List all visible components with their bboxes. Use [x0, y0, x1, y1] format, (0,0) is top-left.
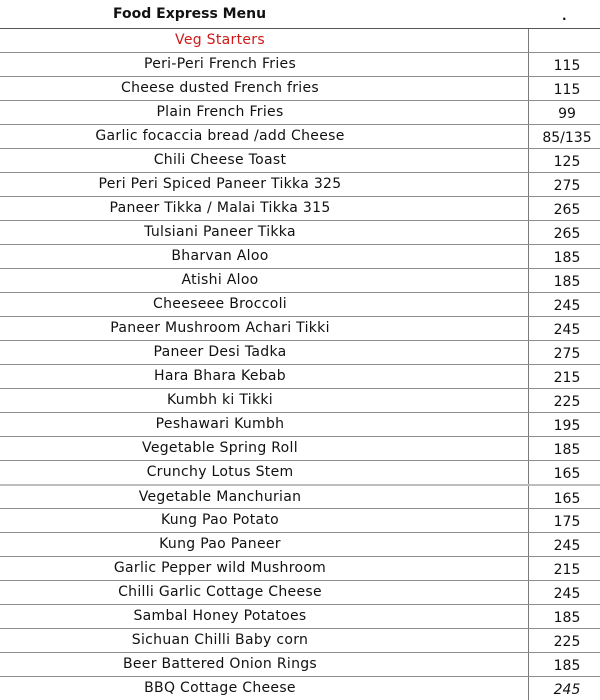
menu-row — [0, 676, 600, 700]
item-name: Kumbh ki Tikki — [167, 392, 273, 408]
item-name: Paneer Tikka / Malai Tikka 315 — [109, 200, 331, 216]
item-name: Peri Peri Spiced Paneer Tikka 325 — [98, 176, 342, 192]
item-name: Vegetable Manchurian — [138, 489, 302, 505]
menu-row — [0, 340, 600, 364]
item-price: 165 — [553, 466, 581, 482]
item-price: 165 — [553, 491, 581, 507]
item-price: 185 — [553, 274, 581, 290]
menu-row — [0, 220, 600, 244]
item-price: 115 — [553, 82, 581, 98]
item-name: Paneer Mushroom Achari Tikki — [110, 320, 330, 336]
menu-row — [0, 364, 600, 388]
menu-items — [0, 52, 600, 700]
menu-row — [0, 52, 600, 76]
menu-row — [0, 580, 600, 604]
menu-header — [0, 0, 600, 28]
menu-title: Food Express Menu — [113, 6, 267, 22]
item-name: Vegetable Spring Roll — [142, 440, 298, 456]
menu-row — [0, 124, 600, 148]
item-price: 185 — [553, 442, 581, 458]
item-name: Crunchy Lotus Stem — [146, 464, 294, 480]
menu-row — [0, 172, 600, 196]
item-name: BBQ Cottage Cheese — [144, 680, 296, 696]
item-name: Cheese dusted French fries — [121, 80, 319, 96]
item-price: 245 — [553, 586, 581, 602]
item-name: Sambal Honey Potatoes — [133, 608, 307, 624]
menu-row — [0, 412, 600, 436]
item-name: Beer Battered Onion Rings — [122, 656, 318, 672]
item-price: 265 — [553, 202, 581, 218]
item-name: Plain French Fries — [156, 104, 284, 120]
item-name: Peri-Peri French Fries — [143, 56, 297, 72]
menu-row — [0, 76, 600, 100]
menu-row — [0, 148, 600, 172]
item-name: Sichuan Chilli Baby corn — [131, 632, 309, 648]
menu-row — [0, 196, 600, 220]
item-name: Paneer Desi Tadka — [153, 344, 287, 360]
item-price: 275 — [553, 178, 581, 194]
menu-row — [0, 388, 600, 412]
item-price: 115 — [553, 58, 581, 74]
item-name: Tulsiani Paneer Tikka — [144, 224, 296, 240]
menu-row — [0, 100, 600, 124]
item-name: Garlic Pepper wild Mushroom — [113, 560, 327, 576]
item-name: Peshawari Kumbh — [155, 416, 285, 432]
item-price: 85/135 — [542, 130, 592, 146]
item-price: 99 — [558, 106, 576, 122]
menu-row — [0, 556, 600, 580]
item-price: 225 — [553, 394, 581, 410]
item-name: Kung Pao Paneer — [159, 536, 281, 552]
item-name: Kung Pao Potato — [160, 512, 280, 528]
item-name: Hara Bhara Kebab — [154, 368, 286, 384]
menu-row — [0, 436, 600, 460]
menu-row — [0, 508, 600, 532]
item-price: 215 — [553, 562, 581, 578]
item-name: Atishi Aloo — [181, 272, 259, 288]
item-price: 265 — [553, 226, 581, 242]
menu-row — [0, 484, 600, 508]
item-price: 275 — [553, 346, 581, 362]
menu-row — [0, 268, 600, 292]
corner-mark: . — [562, 9, 567, 23]
item-price: 245 — [553, 322, 581, 338]
item-price: 245 — [553, 538, 581, 554]
item-price: 185 — [553, 658, 581, 674]
section-title: Veg Starters — [175, 32, 265, 48]
item-price: 245 — [553, 298, 581, 314]
item-name: Garlic focaccia bread /add Cheese — [95, 128, 345, 144]
menu-row — [0, 652, 600, 676]
menu-row — [0, 244, 600, 268]
item-price: 195 — [553, 418, 581, 434]
menu-row — [0, 316, 600, 340]
item-price: 215 — [553, 370, 581, 386]
item-price: 245 — [553, 682, 581, 698]
menu-row — [0, 604, 600, 628]
item-name: Cheeseee Broccoli — [153, 296, 287, 312]
item-price: 225 — [553, 634, 581, 650]
menu-row — [0, 292, 600, 316]
item-price: 185 — [553, 250, 581, 266]
item-price: 185 — [553, 610, 581, 626]
section-row — [0, 28, 600, 52]
item-name: Chilli Garlic Cottage Cheese — [118, 584, 322, 600]
item-price: 125 — [553, 154, 581, 170]
item-price: 175 — [553, 514, 581, 530]
item-name: Chili Cheese Toast — [153, 152, 287, 168]
item-name: Bharvan Aloo — [171, 248, 269, 264]
menu-row — [0, 628, 600, 652]
menu-row — [0, 532, 600, 556]
menu-row — [0, 460, 600, 484]
